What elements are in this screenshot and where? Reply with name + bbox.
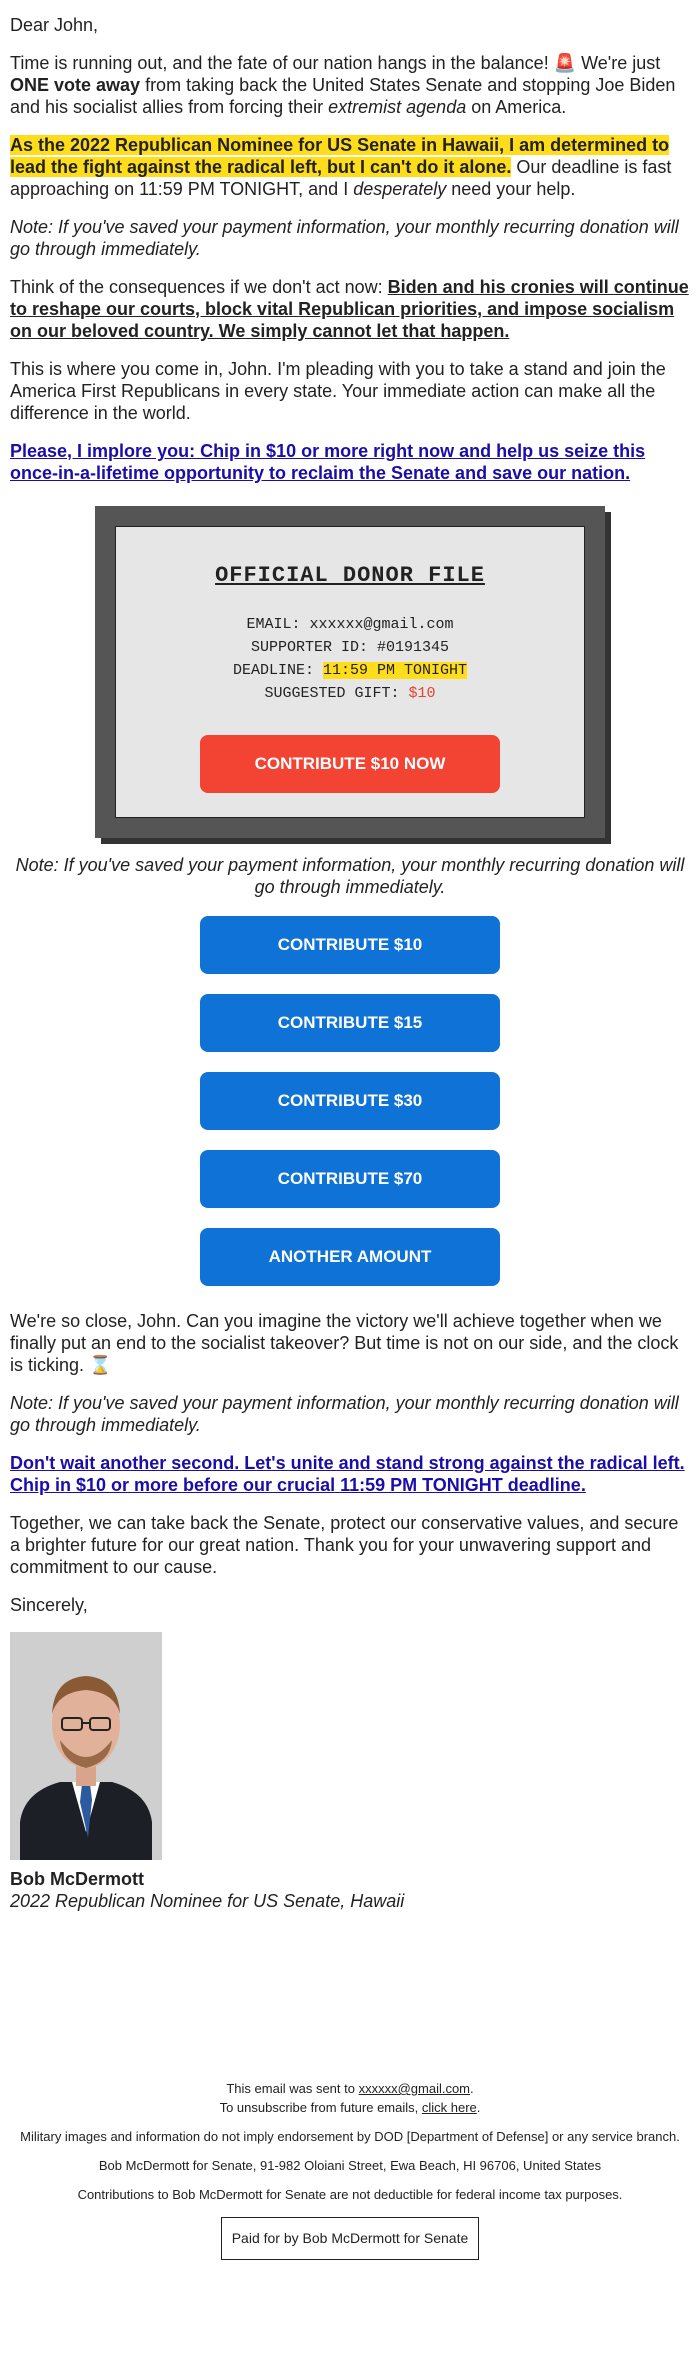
suggested-gift-value: $10 <box>408 685 436 702</box>
deadline-value: 11:59 PM TONIGHT <box>323 662 468 679</box>
donor-file-title: OFFICIAL DONOR FILE <box>215 563 485 588</box>
donor-file-inner <box>115 526 585 818</box>
suggested-gift-label: SUGGESTED GIFT: <box>264 685 400 702</box>
unsubscribe-link[interactable]: click here <box>421 2100 477 2115</box>
so-close-paragraph <box>10 1310 690 1376</box>
donor-deadline-line <box>136 659 564 682</box>
extremist-agenda-italic: extremist agenda <box>328 97 467 117</box>
text: on America. <box>466 97 567 117</box>
chip-in-link[interactable]: Please, I implore you: Chip in $10 or more right now and help us seize this once-in-a-lifetime opportunity to reclaim the Senate and save our nation. <box>10 441 646 483</box>
email-value: xxxxxx@gmail.com <box>309 616 454 633</box>
hourglass-icon: ⌛ <box>89 1355 112 1375</box>
another-amount-button[interactable]: ANOTHER AMOUNT <box>200 1228 500 1286</box>
supporter-id-label: SUPPORTER ID: <box>250 639 368 656</box>
deadline-chip-in-link[interactable]: Don't wait another second. Let's unite and stand strong against the radical left. Chip in $10 or more before our crucial 11:59 PM TONIGHT deadline. <box>10 1453 685 1495</box>
link-paragraph-2 <box>10 1452 690 1496</box>
text: need your help. <box>446 179 576 199</box>
military-disclaimer: Military images and information do not imply endorsement by DOD [Department of Defense] or any service branch. <box>20 2129 680 2144</box>
plea-paragraph: This is where you come in, John. I'm pleading with you to take a stand and join the America First Republicans in every state. Your immediate action can make all the difference in the world. <box>10 359 666 423</box>
nominee-paragraph <box>10 134 690 200</box>
unsubscribe-line <box>10 2099 690 2116</box>
mailing-address: Bob McDermott for Senate, 91-982 Oloiani Street, Ewa Beach, HI 96706, United States <box>98 2158 602 2173</box>
deadline-label: DEADLINE: <box>232 662 314 679</box>
payment-note-2: Note: If you've saved your payment information, your monthly recurring donation will go through immediately. <box>10 1393 679 1435</box>
payment-note-centered: Note: If you've saved your payment information, your monthly recurring donation will go through immediately. <box>15 855 685 897</box>
sent-to-line <box>10 2080 690 2097</box>
text: To unsubscribe from future emails, <box>219 2100 422 2115</box>
contribute-30-button[interactable]: CONTRIBUTE $30 <box>200 1072 500 1130</box>
text: Our deadline is fast approaching on 11:59 PM TONIGHT, and I <box>10 157 672 199</box>
link-paragraph-1 <box>10 440 690 484</box>
email-footer <box>10 2080 690 2260</box>
intro-paragraph <box>10 52 690 118</box>
donor-id-line <box>136 636 564 659</box>
donor-email-line <box>136 613 564 636</box>
text: We're just <box>576 53 661 73</box>
sent-email-link[interactable]: xxxxxx@gmail.com <box>358 2081 471 2096</box>
greeting: Dear John, <box>10 15 99 35</box>
one-vote-bold: ONE vote away <box>10 75 141 95</box>
signoff: Sincerely, <box>10 1595 88 1615</box>
tax-disclaimer: Contributions to Bob McDermott for Senate are not deductible for federal income tax purposes. <box>77 2187 623 2202</box>
text: . <box>470 2081 474 2096</box>
text: . <box>476 2100 481 2115</box>
donor-file-card <box>95 506 605 838</box>
highlighted-statement: As the 2022 Republican Nominee for US Senate in Hawaii, I am determined to lead the fight against the radical left, but I can't do it alone. <box>10 135 670 177</box>
donor-gift-line <box>136 682 564 705</box>
consequences-underlined: Biden and his cronies will continue to reshape our courts, block vital Republican priorities, and impose socialism on our beloved country. We simply cannot let that happen. <box>10 277 689 341</box>
text: from taking back the United States Senate and stopping Joe Biden and his socialist allies from forcing their <box>10 75 676 117</box>
email-body <box>10 0 690 2260</box>
contribution-buttons <box>10 916 690 1286</box>
text: Think of the consequences if we don't act now: <box>10 277 388 297</box>
desperately-italic: desperately <box>353 179 447 199</box>
paid-for-box: Paid for by Bob McDermott for Senate <box>221 2217 480 2260</box>
signature-title: 2022 Republican Nominee for US Senate, Hawaii <box>10 1891 405 1911</box>
text: Time is running out, and the fate of our nation hangs in the balance! <box>10 53 554 73</box>
signature-name: Bob McDermott <box>10 1869 144 1889</box>
contribute-10-button[interactable]: CONTRIBUTE $10 <box>200 916 500 974</box>
contribute-15-button[interactable]: CONTRIBUTE $15 <box>200 994 500 1052</box>
text: We're so close, John. Can you imagine the victory we'll achieve together when we finally put an end to the socialist takeover? But time is not on our side, and the clock is ticking. <box>10 1311 679 1375</box>
consequences-paragraph <box>10 276 690 342</box>
candidate-photo <box>10 1632 162 1860</box>
together-paragraph: Together, we can take back the Senate, protect our conservative values, and secure a brighter future for our great nation. Thank you for your unwavering support and commitment to our cause. <box>10 1513 679 1577</box>
text: This email was sent to <box>226 2081 359 2096</box>
siren-icon: 🚨 <box>553 53 577 73</box>
supporter-id-value: #0191345 <box>377 639 450 656</box>
email-label: EMAIL: <box>246 616 301 633</box>
payment-note: Note: If you've saved your payment information, your monthly recurring donation will go through immediately. <box>10 217 679 259</box>
portrait-illustration <box>10 1632 162 1860</box>
contribute-70-button[interactable]: CONTRIBUTE $70 <box>200 1150 500 1208</box>
contribute-10-now-button[interactable]: CONTRIBUTE $10 NOW <box>200 735 500 793</box>
